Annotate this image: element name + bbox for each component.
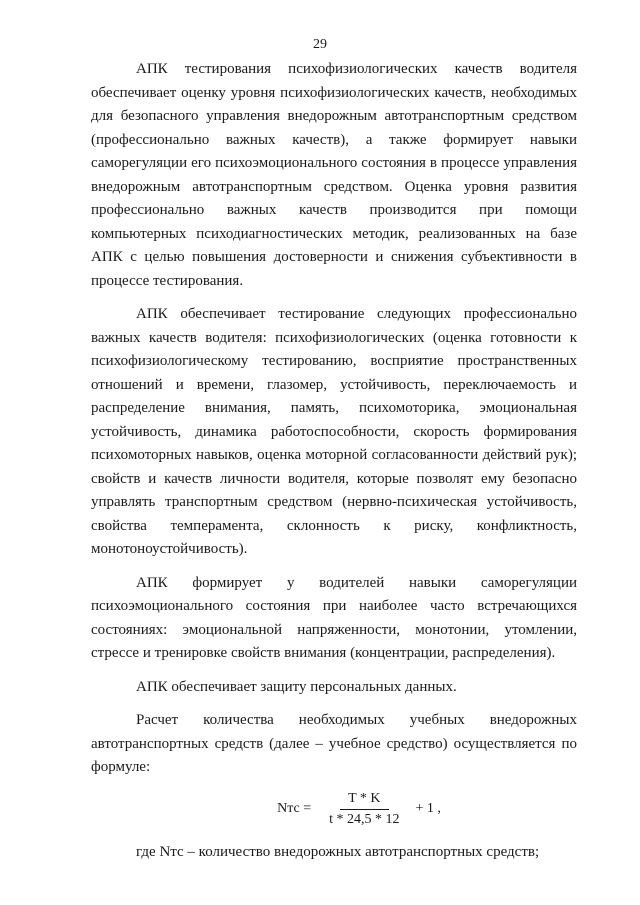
paragraph-calculation-intro: Расчет количества необходимых учебных внедорожных автотранспортных средств (далее – учебное средство) осуществляется по формуле: xyxy=(91,712,577,775)
formula-fraction xyxy=(321,790,407,829)
paragraph-data-protection: АПК обеспечивает защиту персональных данных. xyxy=(136,678,457,695)
paragraph-variable-definition: где Nтс – количество внедорожных автотранспортных средств; xyxy=(136,843,540,860)
formula-lhs: Nтс = xyxy=(277,801,312,817)
paragraph-testing-overview: АПК тестирования психофизиологических качеств водителя обеспечивает оценку уровня психофизиологических качеств, необходимых для безопасного управления внедорожным автотранспортным средством (профессионально важных качеств), а также формирует навыки саморегуляции его психоэмоционального состояния в процессе управления внедорожным автотранспортным средством. Оценка уровня развития профессионально важных качеств производится при помощи компьютерных психодиагностических методик, реализованных на базе АПК с целью повышения достоверности и снижения субъективности в процессе тестирования. xyxy=(91,61,577,289)
vehicle-count-formula xyxy=(91,790,577,829)
formula-rhs: + 1 , xyxy=(415,801,441,817)
formula-denominator: t * 24,5 * 12 xyxy=(329,811,400,827)
paragraph-self-regulation: АПК формирует у водителей навыки саморегуляции психоэмоционального состояния при наиболее часто встречающихся состояниях: эмоциональной напряженности, монотонии, утомлении, стрессе и тренировке свойств внимания (концентрации, распределения). xyxy=(91,574,577,661)
formula-numerator: T * K xyxy=(340,790,388,810)
paragraph-tested-qualities: АПК обеспечивает тестирование следующих профессионально важных качеств водителя: психофизиологических (оценка готовности к психофизиологическому тестированию, восприятие пространственных отношений и времени, глазомер, устойчивость, переключаемость и распределение внимания, память, психомоторика, эмоциональная устойчивость, динамика работоспособности, скорость формирования психомоторных навыков, оценка моторной согласованности действий рук); свойств и качеств личности водителя, которые позволят ему безопасно управлять транспортным средством (нервно-психическая устойчивость, свойства темперамента, склонность к риску, конфликтность, монотоноустойчивость). xyxy=(91,306,577,557)
document-body xyxy=(91,58,577,864)
page-number: 29 xyxy=(313,37,327,52)
